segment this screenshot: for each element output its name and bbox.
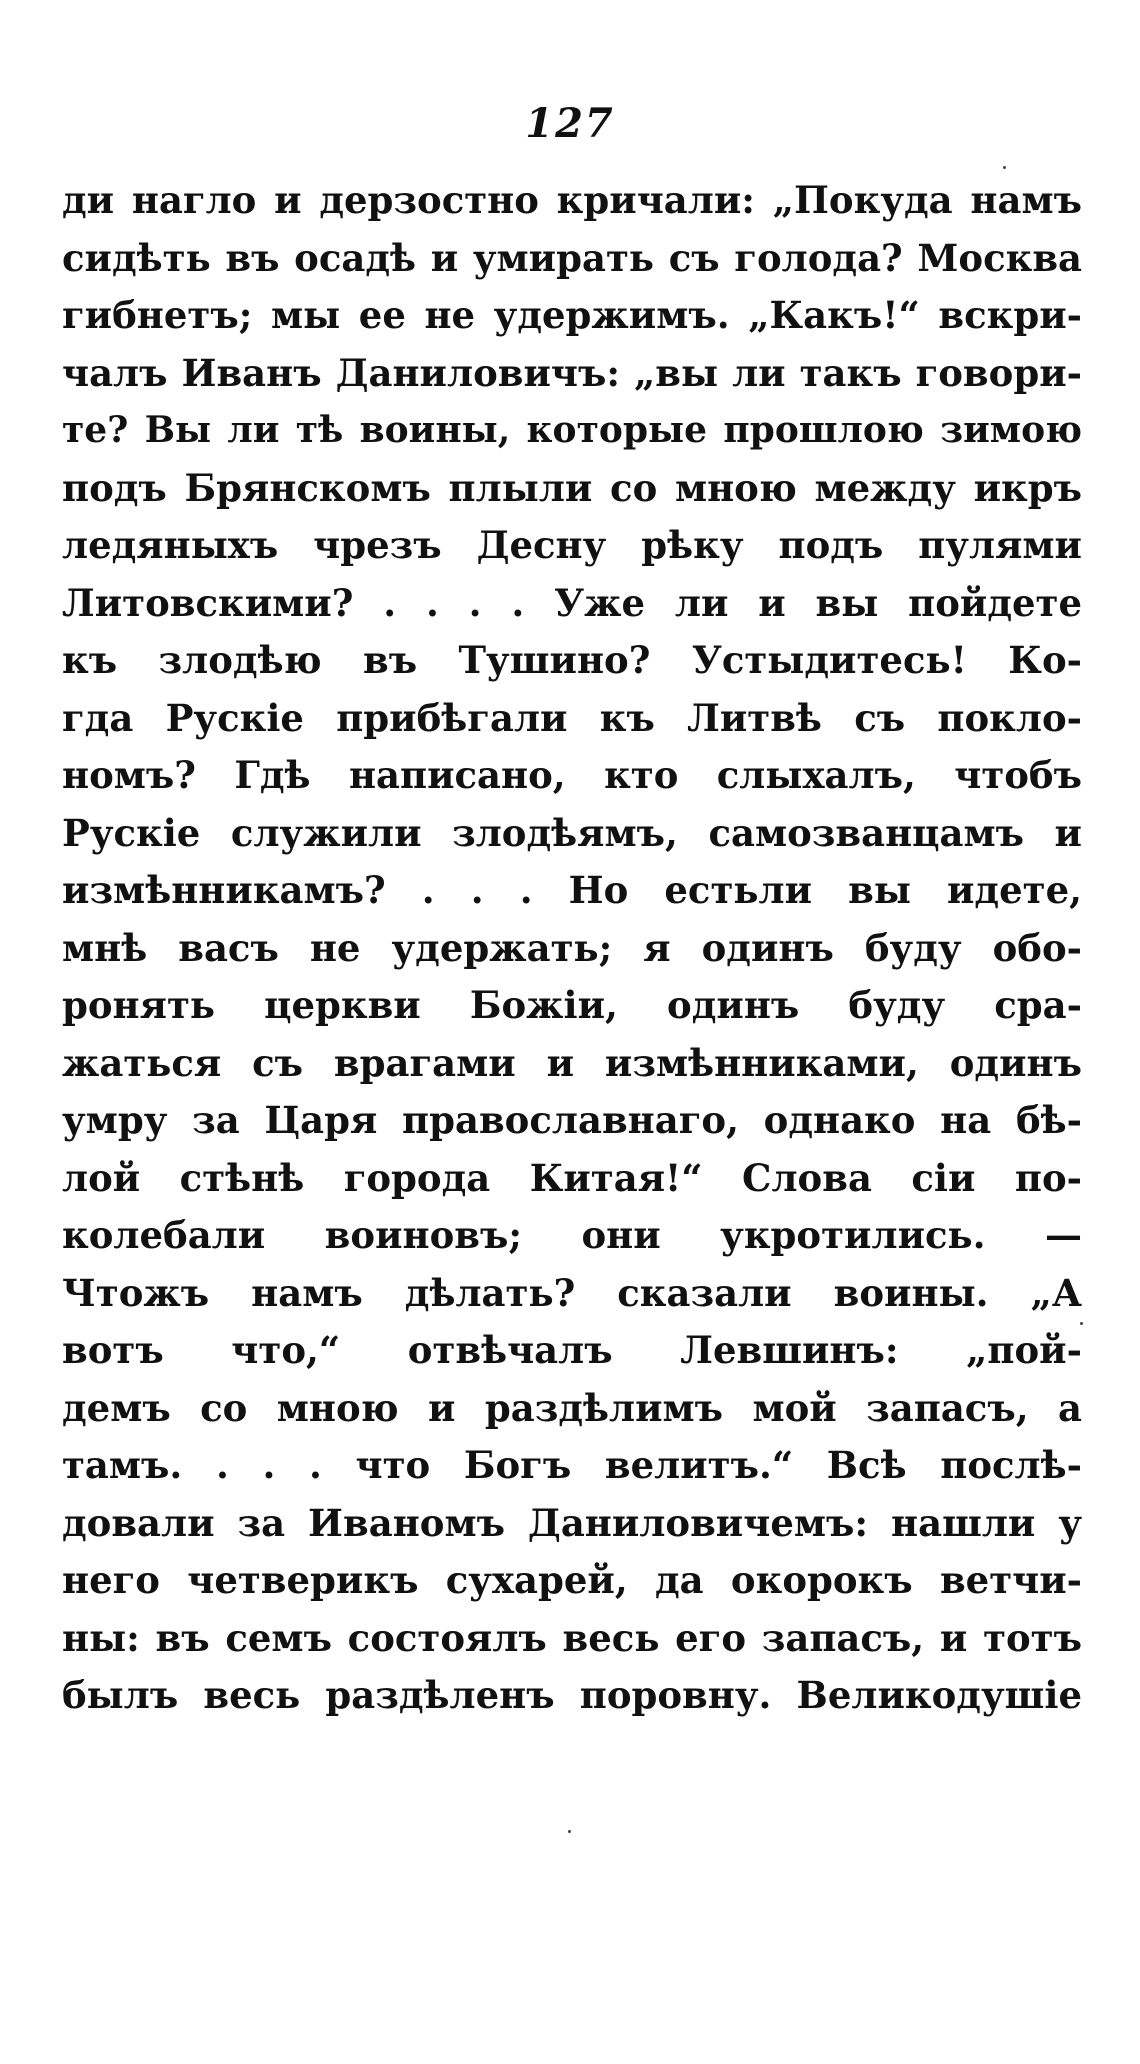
scan-speck (568, 1830, 571, 1833)
text-line: жаться съ врагами и измѣнниками, одинъ (62, 1040, 1082, 1085)
text-line: вотъ что,“ отвѣчалъ Левшинъ: „пой- (62, 1328, 1082, 1372)
text-line: Чтожъ намъ дѣлать? сказали воины. „А (62, 1270, 1082, 1315)
text-line: былъ весь раздѣленъ поровну. Великодушіе (62, 1673, 1082, 1717)
scan-speck (1003, 166, 1006, 169)
text-line: къ злодѣю въ Тушино? Устыдитесь! Ко- (62, 638, 1082, 682)
text-line: ди нагло и дерзостно кричали: „Покуда намъ (62, 178, 1082, 222)
text-line: сидѣть въ осадѣ и умирать съ голода? Москва (62, 235, 1082, 280)
text-line: измѣнникамъ? . . . Но естьли вы идете, (62, 868, 1082, 912)
text-line: лой стѣнѣ города Китая!“ Слова сіи по- (62, 1155, 1082, 1200)
text-line: Литовскими? . . . . Уже ли и вы пойдете (62, 580, 1082, 625)
text-line: номъ? Гдѣ написано, кто слыхалъ, чтобъ (62, 753, 1082, 797)
text-line: умру за Царя православнаго, однако на бѣ- (62, 1098, 1082, 1142)
text-line: подъ Брянскомъ плыли со мною между икръ (62, 465, 1082, 510)
text-line: чалъ Иванъ Даниловичъ: „вы ли такъ говори- (62, 350, 1082, 395)
text-line: мнѣ васъ не удержать; я одинъ буду обо- (62, 925, 1082, 970)
text-line: гда Рускіе прибѣгали къ Литвѣ съ покло- (62, 695, 1082, 740)
scan-speck (1080, 1322, 1083, 1325)
text-line: те? Вы ли тѣ воины, которые прошлою зимою (62, 409, 1082, 451)
text-line: тамъ. . . . что Богъ велитъ.“ Всѣ послѣ- (62, 1443, 1082, 1487)
text-line: колебали воиновъ; они укротились. — (62, 1213, 1082, 1257)
text-line: ронять церкви Божіи, одинъ буду сра- (62, 983, 1082, 1027)
text-line: демъ со мною и раздѣлимъ мой запасъ, а (62, 1385, 1082, 1430)
text-line: гибнетъ; мы ее не удержимъ. „Какъ!“ вскри- (62, 293, 1082, 337)
page-number: 127 (525, 100, 615, 147)
text-line: ны: въ семъ состоялъ весь его запасъ, и тотъ (62, 1615, 1082, 1660)
text-line: него четверикъ сухарей, да окорокъ ветчи- (62, 1558, 1082, 1602)
body-text (62, 172, 1082, 1725)
text-line: ледяныхъ чрезъ Десну рѣку подъ пулями (62, 523, 1082, 567)
text-line: Рускіе служили злодѣямъ, самозванцамъ и (62, 810, 1082, 855)
text-line: довали за Иваномъ Даниловичемъ: нашли у (62, 1500, 1082, 1545)
